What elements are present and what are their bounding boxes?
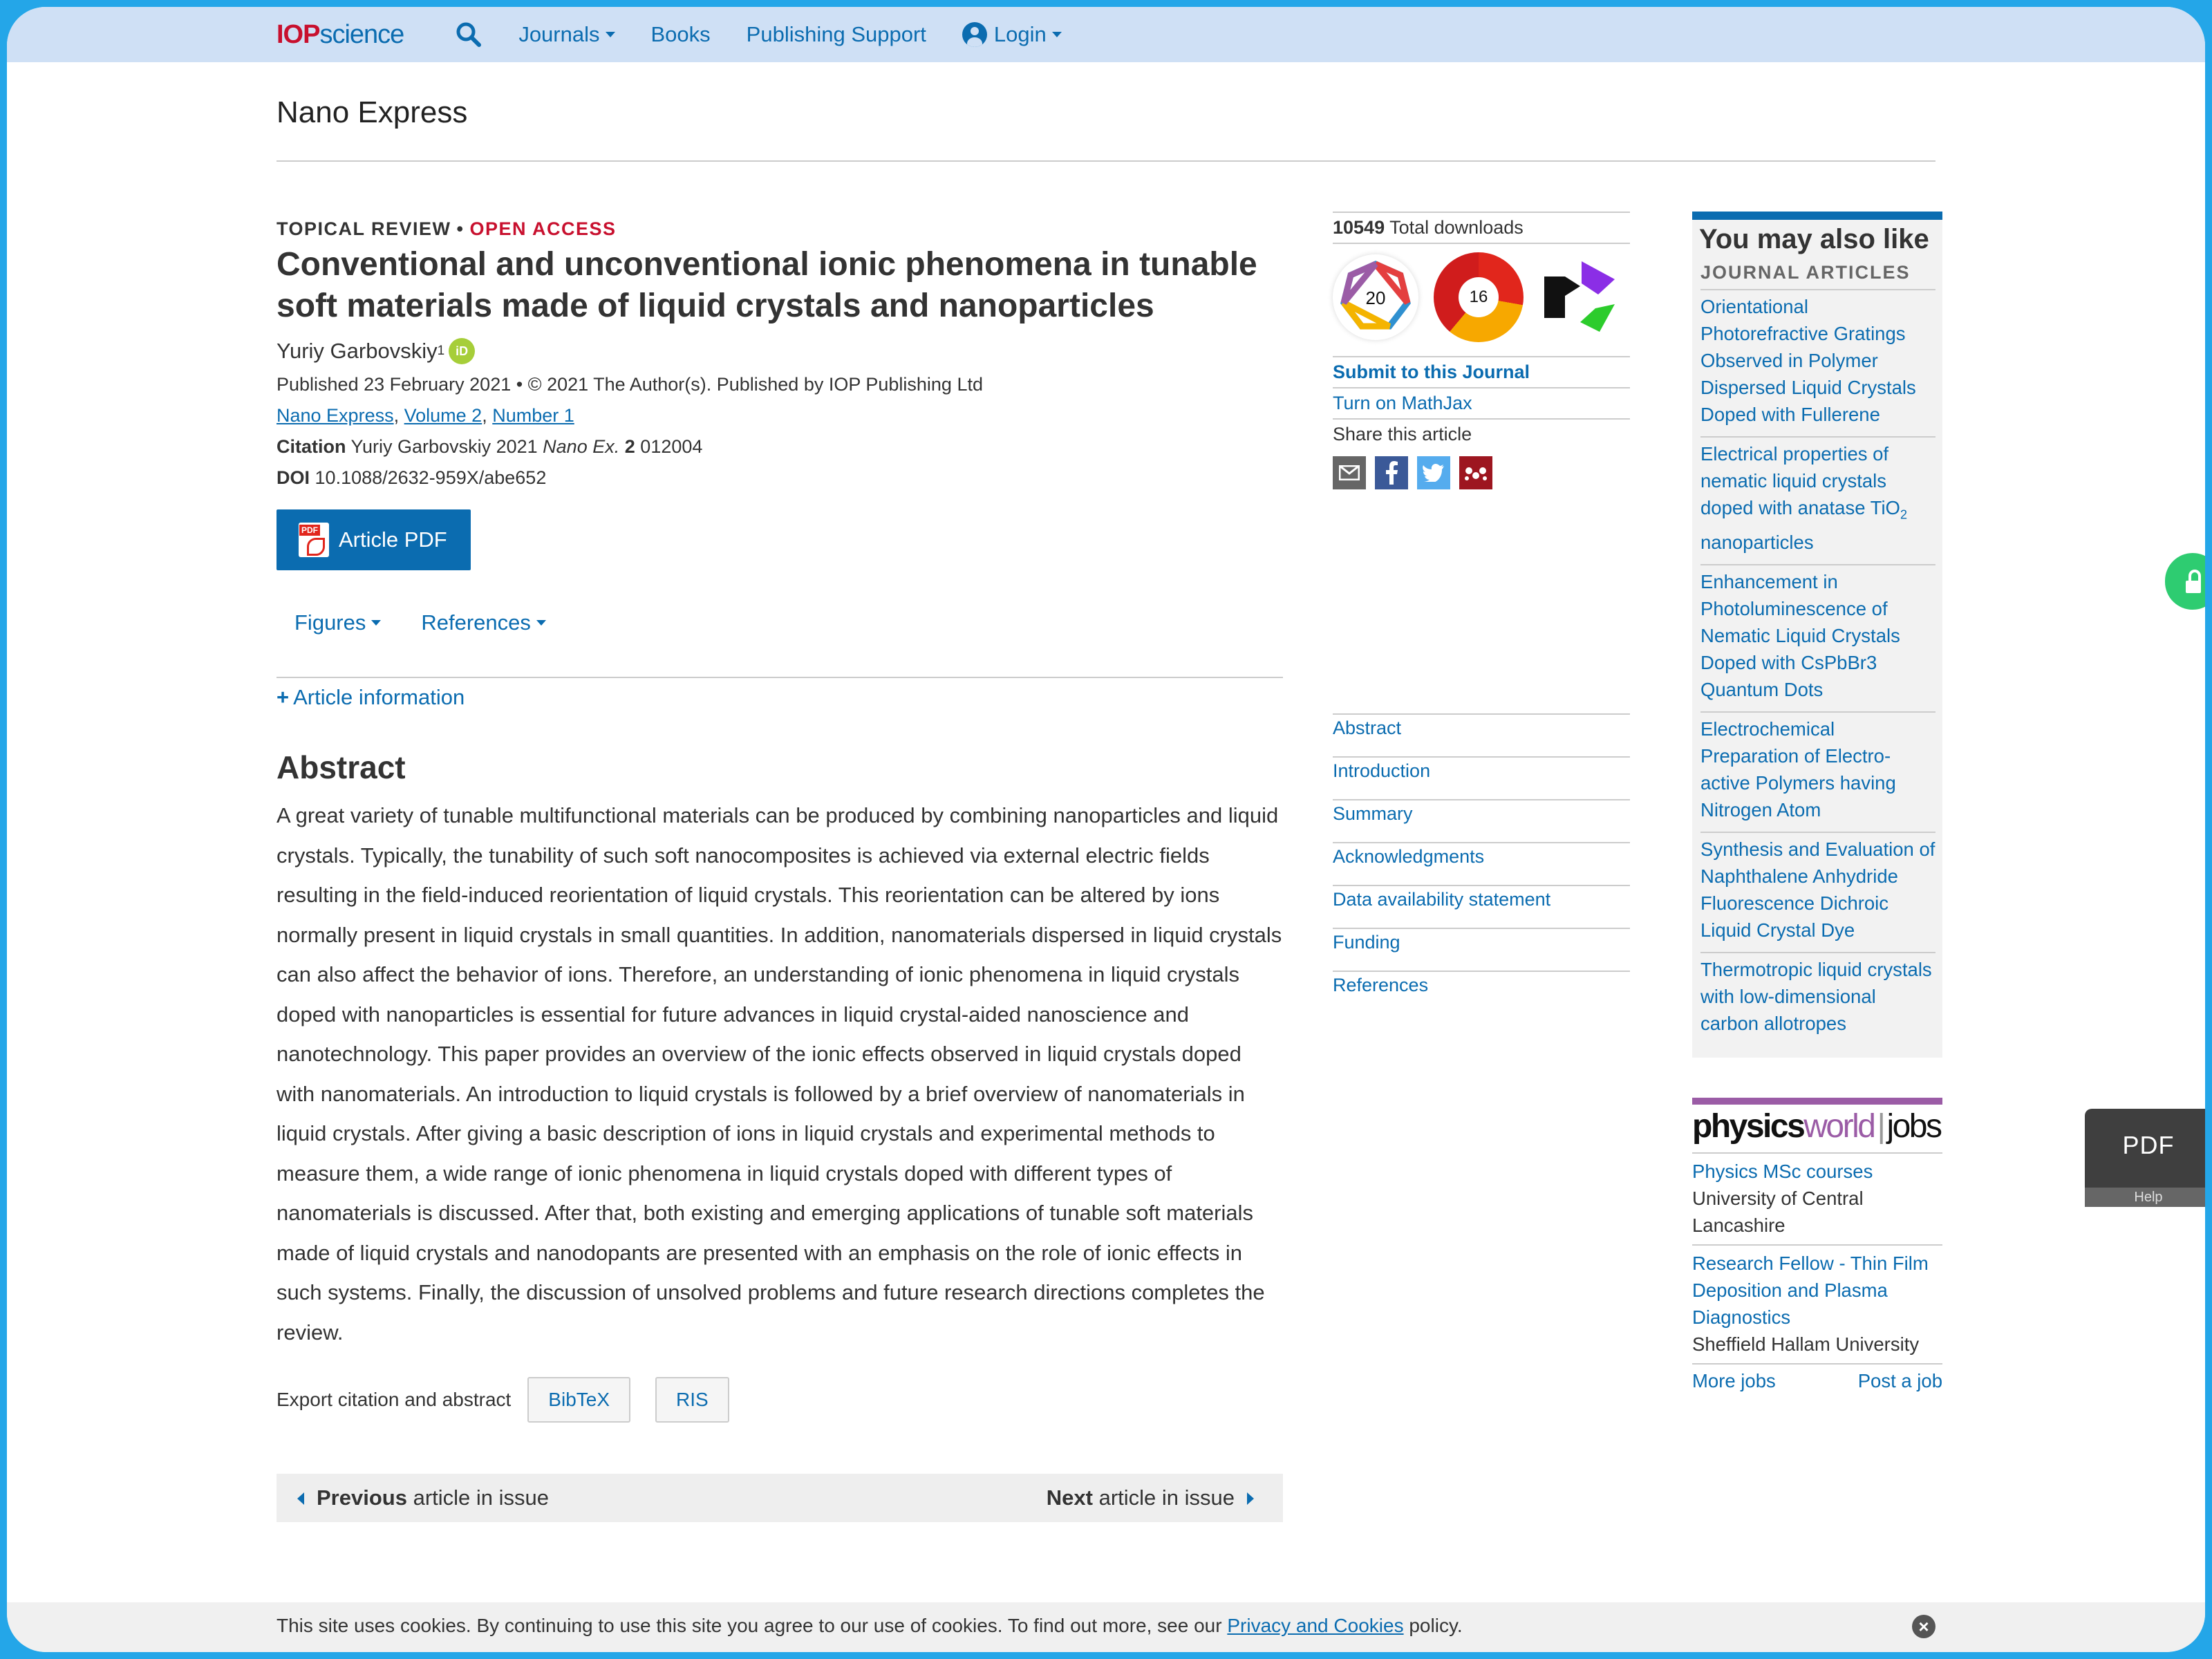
cookie-text xyxy=(276,1615,1463,1637)
related-article-link[interactable] xyxy=(1700,438,1936,565)
article-title: Conventional and unconventional ionic phenomena in tunable soft materials made of liquid crystals and nanoparticles xyxy=(276,246,1257,324)
author-name[interactable]: Yuriy Garbovskiy xyxy=(276,339,438,363)
doi xyxy=(276,467,1283,489)
floating-pdf-help[interactable]: Help xyxy=(2085,1188,2205,1207)
related-article-link[interactable]: Synthesis and Evaluation of Naphthalene Anhydride Fluorescence Dichroic Liquid Crystal Dye xyxy=(1700,833,1936,953)
related-article-title: Electrical properties of nematic liquid crystals doped with anatase TiO xyxy=(1700,443,1900,518)
job-listing xyxy=(1692,1154,1942,1246)
article-tabs xyxy=(276,610,1283,635)
nav-books[interactable]: Books xyxy=(650,22,711,46)
related-article-link[interactable]: Enhancement in Photoluminescence of Nematic Liquid Crystals Doped with CsPbBr3 Quantum Dots xyxy=(1700,565,1936,713)
pdf-file-icon xyxy=(299,523,329,557)
next-article-link[interactable] xyxy=(1047,1485,1254,1510)
right-sidebar xyxy=(1692,212,1942,1392)
toc-summary[interactable]: Summary xyxy=(1333,799,1630,842)
chevron-down-icon xyxy=(1052,32,1062,37)
logo-physics: physics xyxy=(1692,1107,1804,1145)
article-information-label: Article information xyxy=(293,685,465,709)
metrics-panel xyxy=(1333,212,1630,494)
logo-iop-text: IOP xyxy=(276,19,320,49)
toc-funding[interactable]: Funding xyxy=(1333,928,1630,971)
toc-introduction[interactable]: Introduction xyxy=(1333,756,1630,799)
job-listing xyxy=(1692,1246,1942,1365)
chevron-left-icon xyxy=(297,1492,304,1505)
floating-pdf-label: PDF xyxy=(2122,1131,2175,1159)
downloads-label: Total downloads xyxy=(1389,217,1524,238)
nav-login-label: Login xyxy=(993,22,1047,46)
email-icon[interactable] xyxy=(1333,456,1366,489)
citation-id: 012004 xyxy=(640,436,703,457)
cookie-text-after: policy. xyxy=(1409,1615,1463,1636)
dimensions-score: 16 xyxy=(1459,277,1499,317)
close-icon[interactable]: × xyxy=(1912,1615,1936,1638)
facebook-icon[interactable] xyxy=(1375,456,1408,489)
article-type-label: TOPICAL REVIEW xyxy=(276,218,451,239)
nav-journals[interactable] xyxy=(518,22,615,47)
mendeley-icon[interactable] xyxy=(1459,456,1492,489)
floating-pdf-button[interactable] xyxy=(2085,1109,2205,1207)
nav-login[interactable] xyxy=(962,22,1062,47)
chevron-right-icon xyxy=(1247,1492,1254,1505)
mathjax-toggle[interactable]: Turn on MathJax xyxy=(1333,393,1472,413)
dimensions-badge[interactable] xyxy=(1434,252,1524,342)
metric-badges xyxy=(1333,243,1630,356)
related-article-link[interactable]: Orientational Photorefractive Gratings Observed in Polymer Dispersed Liquid Crystals Doped with Fullerene xyxy=(1700,290,1936,438)
altmetric-score: 20 xyxy=(1365,288,1386,308)
article-information-toggle[interactable] xyxy=(276,685,1283,710)
physicsworld-jobs-logo[interactable] xyxy=(1692,1105,1942,1154)
next-bold: Next xyxy=(1046,1485,1093,1510)
export-citation xyxy=(276,1377,1283,1423)
chevron-down-icon xyxy=(606,32,615,37)
journal-breadcrumb xyxy=(276,405,1283,427)
open-access-lock-tab[interactable] xyxy=(2165,553,2205,610)
share-icons xyxy=(1333,456,1630,489)
divider xyxy=(276,160,1936,162)
share-row xyxy=(1333,418,1630,494)
logo-bar: | xyxy=(1877,1107,1884,1145)
citation xyxy=(276,436,1283,458)
tab-figures[interactable] xyxy=(294,610,381,635)
subscript: 2 xyxy=(1900,507,1907,522)
job-title-link[interactable]: Physics MSc courses xyxy=(1692,1160,1873,1182)
browser-frame xyxy=(7,7,2205,1652)
divider xyxy=(276,677,1283,678)
submit-row xyxy=(1333,356,1630,387)
comma: , xyxy=(393,405,400,426)
cookie-text-before: This site uses cookies. By continuing to use this site you agree to our use of cookies. To find out more, see our xyxy=(276,1615,1222,1636)
ris-button[interactable]: RIS xyxy=(655,1377,729,1423)
volume-link[interactable]: Volume 2 xyxy=(404,405,482,426)
downloads-count: 10549 xyxy=(1333,217,1385,238)
post-job-link[interactable]: Post a job xyxy=(1857,1369,1942,1391)
share-label: Share this article xyxy=(1333,424,1472,444)
number-link[interactable]: Number 1 xyxy=(492,405,574,426)
article-pdf-label: Article PDF xyxy=(339,527,447,552)
related-article-title-tail: nanoparticles xyxy=(1700,531,1814,553)
tab-references-label: References xyxy=(421,610,531,635)
mathjax-row xyxy=(1333,387,1630,418)
nav-publishing-support[interactable]: Publishing Support xyxy=(746,22,926,46)
related-articles xyxy=(1692,212,1942,1058)
chevron-down-icon xyxy=(536,620,546,626)
privacy-cookies-link[interactable]: Privacy and Cookies xyxy=(1227,1615,1404,1636)
issue-pager xyxy=(276,1474,1283,1522)
altmetric-badge[interactable] xyxy=(1333,254,1418,340)
open-access-label: OPEN ACCESS xyxy=(469,218,617,239)
logo-science-text: science xyxy=(319,19,404,49)
comma: , xyxy=(482,405,487,426)
tab-figures-label: Figures xyxy=(294,610,366,635)
toc-references[interactable]: References xyxy=(1333,971,1630,1013)
logo-jobs: jobs xyxy=(1886,1107,1941,1145)
job-title-link[interactable]: Research Fellow - Thin Film Deposition and Plasma Diagnostics xyxy=(1692,1252,1929,1328)
bibtex-button[interactable]: BibTeX xyxy=(527,1377,630,1423)
doi-label: DOI xyxy=(276,467,310,488)
prev-rest: article in issue xyxy=(413,1485,549,1510)
previous-article-link[interactable] xyxy=(297,1485,549,1510)
job-organization: University of Central Lancashire xyxy=(1692,1187,1864,1236)
abstract-text: A great variety of tunable multifunctional materials can be produced by combining nanoparticles and liquid crystals. Typically, the tunability of such soft nanocomposites is achieved via external electric fields resulting in the field-induced reorientation of liquid crystals. This reorientation can be altered by ions normally present in liquid crystals in small quantities. In addition, nanomaterials dispersed in liquid crystals can also affect the behavior of ions. Therefore, an understanding of ionic phenomena in liquid crystals doped with nanoparticles is essential for future advances in liquid crystal-aided nanoscience and nanotechnology. This paper provides an overview of the ionic effects observed in liquid crystals doped with nanomaterials. An introduction to liquid crystals is followed by a brief overview of nanomaterials in liquid crystals. After giving a basic description of ions in liquid crystals and experimental methods to measure them, a wide range of ionic phenomena in liquid crystals doped with different types of nanomaterials is discussed. After that, both existing and emerging applications of tunable soft materials made of liquid crystals and nanodopants are presented with an emphasis on the role of ionic effects in such systems. Finally, the discussion of unsolved problems and future research directions completes the review. xyxy=(276,803,1282,1344)
toc-data-availability[interactable]: Data availability statement xyxy=(1333,885,1630,928)
toc-acknowledgments[interactable]: Acknowledgments xyxy=(1333,842,1630,885)
related-article-link[interactable]: Thermotropic liquid crystals with low-dimensional carbon allotropes xyxy=(1700,958,1932,1034)
related-heading: You may also like xyxy=(1699,224,1929,254)
tab-references[interactable] xyxy=(421,610,546,635)
physicsworld-jobs xyxy=(1692,1098,1942,1392)
journal-link[interactable]: Nano Express xyxy=(276,405,394,426)
scite-icon[interactable] xyxy=(1537,256,1620,339)
author-line xyxy=(276,338,1283,364)
iopscience-logo[interactable] xyxy=(276,20,404,50)
journal-title[interactable]: Nano Express xyxy=(276,95,468,129)
related-article-link[interactable]: Electrochemical Preparation of Electro-active Polymers having Nitrogen Atom xyxy=(1700,713,1936,833)
citation-text: Yuriy Garbovskiy 2021 xyxy=(350,436,538,457)
doi-value: 10.1088/2632-959X/abe652 xyxy=(315,467,547,488)
related-subheading: JOURNAL ARTICLES xyxy=(1700,262,1936,290)
top-navigation xyxy=(7,7,2205,62)
logo-world: world xyxy=(1803,1107,1875,1145)
published-info: Published 23 February 2021 • © 2021 The Author(s). Published by IOP Publishing Ltd xyxy=(276,374,983,395)
lock-body xyxy=(2186,581,2201,593)
more-jobs-link[interactable]: More jobs xyxy=(1692,1369,1776,1391)
total-downloads xyxy=(1333,212,1630,243)
chevron-down-icon xyxy=(371,620,381,626)
toc-abstract[interactable]: Abstract xyxy=(1333,713,1630,756)
nav-journals-label: Journals xyxy=(518,22,600,46)
user-icon xyxy=(962,22,987,47)
cookie-banner xyxy=(7,1602,2205,1652)
job-organization: Sheffield Hallam University xyxy=(1692,1333,1920,1355)
jobs-footer xyxy=(1692,1370,1942,1392)
table-of-contents xyxy=(1333,713,1630,1013)
twitter-icon[interactable] xyxy=(1417,456,1450,489)
separator: • xyxy=(456,218,465,239)
orcid-icon[interactable]: iD xyxy=(449,338,475,364)
abstract-heading: Abstract xyxy=(276,749,406,785)
search-icon[interactable] xyxy=(455,21,482,48)
citation-journal: Nano Ex. xyxy=(543,436,620,457)
submit-journal-link[interactable]: Submit to this Journal xyxy=(1333,362,1530,382)
next-rest: article in issue xyxy=(1098,1485,1235,1510)
prev-bold: Previous xyxy=(317,1485,407,1510)
citation-label: Citation xyxy=(276,436,346,457)
article-main xyxy=(276,207,1283,1522)
author-affiliation-sup: 1 xyxy=(437,344,445,358)
plus-icon: + xyxy=(276,685,290,709)
export-label: Export citation and abstract xyxy=(276,1389,512,1410)
article-pdf-button[interactable] xyxy=(276,509,471,570)
article-type xyxy=(276,218,1283,240)
citation-volume: 2 xyxy=(624,436,635,457)
